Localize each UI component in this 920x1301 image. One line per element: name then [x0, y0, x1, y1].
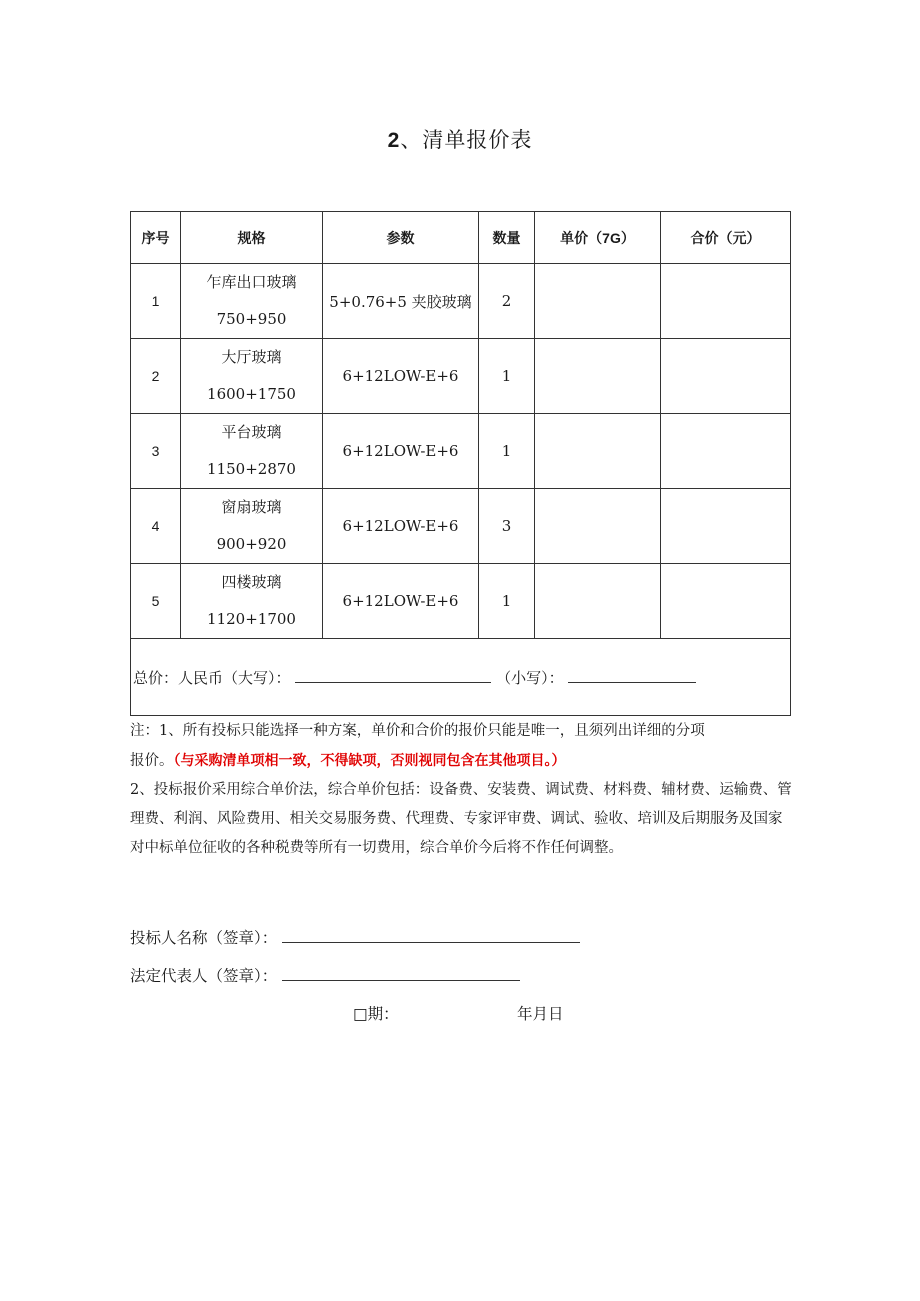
note-1: 注：1、所有投标只能选择一种方案，单价和合价的报价只能是唯一，且须列出详细的分项: [130, 723, 705, 739]
note-1-continued: [130, 746, 792, 776]
cell-param: 6+12LOW-E+6: [323, 564, 479, 639]
spec-name: 大厅玻璃: [221, 348, 282, 366]
cell-seq: 3: [131, 414, 181, 489]
spec-name: 四楼玻璃: [221, 573, 282, 591]
table-row: [131, 339, 791, 414]
cell-spec: [181, 489, 323, 564]
cell-seq: 4: [131, 489, 181, 564]
total-lowercase-blank[interactable]: [568, 668, 696, 683]
cell-qty: 2: [479, 264, 535, 339]
header-param: 参数: [323, 212, 479, 264]
note-1-red-text: （与采购清单项相一致，不得缺项，否则视同包含在其他项目。）: [173, 752, 566, 768]
page-title: [0, 124, 920, 154]
spec-size: 1150+2870: [207, 460, 296, 478]
table-row: [131, 414, 791, 489]
rep-signature: [130, 964, 520, 986]
cell-seq: 2: [131, 339, 181, 414]
header-qty: 数量: [479, 212, 535, 264]
cell-unit-price[interactable]: [535, 339, 661, 414]
notes-section: [130, 717, 792, 863]
header-seq: 序号: [131, 212, 181, 264]
spec-name: 平台玻璃: [221, 423, 282, 441]
bidder-signature: [130, 926, 580, 948]
title-text: 、清单报价表: [400, 128, 533, 152]
cell-total-price[interactable]: [661, 414, 791, 489]
header-total-price: 合价（元）: [661, 212, 791, 264]
cell-spec: [181, 264, 323, 339]
spec-size: 900+920: [216, 535, 287, 553]
cell-total-price[interactable]: [661, 489, 791, 564]
table-header-row: [131, 212, 791, 264]
note-2: 2、投标报价采用综合单价法，综合单价包括：设备费、安装费、调试费、材料费、辅材费、运输费、管理费、利润、风险费用、相关交易服务费、代理费、专家评审费、调试、验收、培训及后期服务及国家对中标单位征收的各种税费等所有一切费用，综合单价今后将不作任何调整。: [130, 782, 792, 856]
cell-spec: [181, 564, 323, 639]
cell-total-price[interactable]: [661, 264, 791, 339]
header-unit-price: 单价（7G）: [535, 212, 661, 264]
total-cell: [131, 639, 791, 716]
cell-param: 6+12LOW-E+6: [323, 414, 479, 489]
cell-qty: 1: [479, 339, 535, 414]
date-value[interactable]: 年月日: [517, 1005, 564, 1023]
cell-unit-price[interactable]: [535, 489, 661, 564]
cell-spec: [181, 414, 323, 489]
cell-qty: 1: [479, 414, 535, 489]
cell-seq: 5: [131, 564, 181, 639]
cell-seq: 1: [131, 264, 181, 339]
spec-name: 乍库出口玻璃: [206, 273, 297, 291]
note-1-cont-text: 报价。: [130, 753, 174, 769]
table-row: [131, 564, 791, 639]
cell-spec: [181, 339, 323, 414]
header-spec: 规格: [181, 212, 323, 264]
total-small-label: （小写）：: [496, 668, 564, 687]
cell-qty: 3: [479, 489, 535, 564]
total-uppercase-blank[interactable]: [295, 668, 491, 683]
cell-unit-price[interactable]: [535, 264, 661, 339]
rep-signature-blank[interactable]: [282, 964, 520, 981]
cell-unit-price[interactable]: [535, 414, 661, 489]
cell-param: 5+0.76+5 夹胶玻璃: [323, 264, 479, 339]
spec-size: 750+950: [216, 310, 287, 328]
rep-label: 法定代表人（签章）：: [130, 967, 278, 985]
bidder-label: 投标人名称（签章）：: [130, 929, 278, 947]
spec-size: 1120+1700: [207, 610, 296, 628]
date-label: □期：: [353, 1005, 399, 1023]
cell-qty: 1: [479, 564, 535, 639]
title-number: 2: [387, 129, 401, 152]
cell-param: 6+12LOW-E+6: [323, 339, 479, 414]
cell-param: 6+12LOW-E+6: [323, 489, 479, 564]
table-row: [131, 264, 791, 339]
spec-name: 窗扇玻璃: [221, 498, 282, 516]
bidder-signature-blank[interactable]: [282, 926, 580, 943]
quote-table: [130, 211, 791, 716]
total-label: 总价：人民币（大写）：: [133, 668, 291, 687]
cell-total-price[interactable]: [661, 564, 791, 639]
cell-total-price[interactable]: [661, 339, 791, 414]
table-row: [131, 489, 791, 564]
total-row: [131, 639, 791, 716]
spec-size: 1600+1750: [207, 385, 296, 403]
cell-unit-price[interactable]: [535, 564, 661, 639]
